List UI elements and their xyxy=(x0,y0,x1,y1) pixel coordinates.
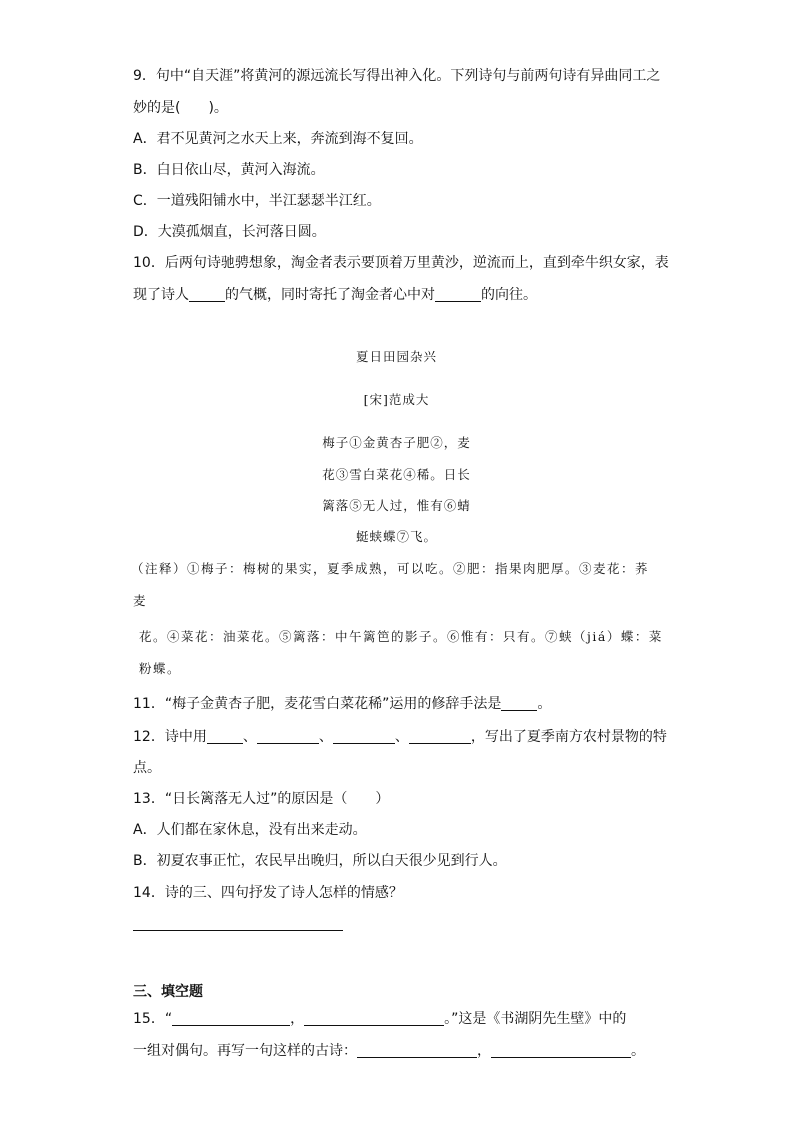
notes-line-1: （注释）①梅子：梅树的果实，夏季成熟，可以吃。②肥：指果肉肥厚。③麦花：荞 xyxy=(131,561,650,576)
q12-stem-line1 xyxy=(133,727,667,747)
q9-option-b: B．白日依山尽，黄河入海流。 xyxy=(133,162,325,178)
q11-blank xyxy=(501,696,537,711)
q9-stem-line1: 9．句中“自天涯”将黄河的源远流长写得出神入化。下列诗句与前两句诗有异曲同工之 xyxy=(133,68,661,84)
q10-stem-line2 xyxy=(133,285,537,305)
q10-stem-line1: 10．后两句诗驰骋想象，淘金者表示要顶着万里黄沙，逆流而上，直到牵牛织女家，表 xyxy=(133,255,669,271)
q15-stem-line2 xyxy=(133,1041,645,1061)
q15-comma-1: ， xyxy=(290,1011,305,1027)
q9-stem-line2: 妙的是( )。 xyxy=(133,100,228,116)
q12-text-b: ，写出了夏季南方农村景物的特 xyxy=(470,729,667,745)
poem-author: [宋]范成大 xyxy=(363,392,430,407)
notes-line-3: 花。④菜花：油菜花。⑤篱落：中午篱笆的影子。⑥惟有：只有。⑦蛱（jiá）蝶：菜 xyxy=(139,629,663,644)
q12-sep-2: 、 xyxy=(318,729,333,745)
q11-stem xyxy=(133,694,551,714)
poem-title: 夏日田园杂兴 xyxy=(355,349,437,364)
section-title: 三、填空题 xyxy=(133,984,203,1000)
poem-line-4: 蜓蛱蝶⑦飞。 xyxy=(355,529,437,544)
notes-line-2: 麦 xyxy=(133,593,148,608)
q15-line2-end: 。 xyxy=(631,1043,645,1059)
q15-blank-2 xyxy=(304,1011,444,1026)
poem-line-1: 梅子①金黄杏子肥②，麦 xyxy=(322,435,471,450)
q12-stem-line2: 点。 xyxy=(133,760,161,776)
q15-blank-3 xyxy=(357,1043,477,1058)
q10-blank-1 xyxy=(189,287,225,302)
q11-text-b: 。 xyxy=(537,696,552,712)
q10-text-b: 的气概，同时寄托了淘金者心中对 xyxy=(225,287,435,303)
q9-option-a: A．君不见黄河之水天上来，奔流到海不复回。 xyxy=(133,131,423,147)
q15-stem-line1 xyxy=(133,1009,626,1029)
q12-blank-4 xyxy=(409,729,471,744)
q14-stem: 14．诗的三、四句抒发了诗人怎样的情感？ xyxy=(133,885,403,901)
q13-stem: 13．“日长篱落无人过”的原因是（ ） xyxy=(133,791,390,807)
q15-text-b: 。”这是《书湖阴先生壁》中的 xyxy=(444,1011,627,1027)
q9-option-c: C．一道残阳铺水中，半江瑟瑟半江红。 xyxy=(133,193,381,209)
q12-blank-3 xyxy=(333,729,395,744)
poem-line-2: 花③雪白菜花④稀。日长 xyxy=(322,467,471,482)
q12-text-a: 12．诗中用 xyxy=(133,729,207,745)
q10-text-c: 的向往。 xyxy=(481,287,537,303)
q12-sep-1: 、 xyxy=(242,729,257,745)
q15-blank-4 xyxy=(491,1043,631,1058)
q12-blank-2 xyxy=(257,729,319,744)
q15-comma-2: ， xyxy=(477,1043,491,1059)
q12-blank-1 xyxy=(207,729,243,744)
q15-text-a: 15．“ xyxy=(133,1011,173,1027)
q12-sep-3: 、 xyxy=(394,729,409,745)
q13-option-a: A．人们都在家休息，没有出来走动。 xyxy=(133,822,367,838)
q10-blank-2 xyxy=(435,287,481,302)
q15-blank-1 xyxy=(172,1011,290,1026)
q14-answer-line xyxy=(133,930,343,931)
q10-text-a: 现了诗人 xyxy=(133,287,189,303)
q13-option-b: B．初夏农事正忙，农民早出晚归，所以白天很少见到行人。 xyxy=(133,853,507,869)
notes-line-4: 粉蝶。 xyxy=(139,661,182,676)
q9-option-d: D．大漠孤烟直，长河落日圆。 xyxy=(133,224,326,240)
poem-line-3: 篱落⑤无人过，惟有⑥蜻 xyxy=(322,498,471,513)
q15-line2-text: 一组对偶句。再写一句这样的古诗： xyxy=(133,1043,357,1059)
q11-text-a: 11．“梅子金黄杏子肥，麦花雪白菜花稀”运用的修辞手法是 xyxy=(133,696,502,712)
